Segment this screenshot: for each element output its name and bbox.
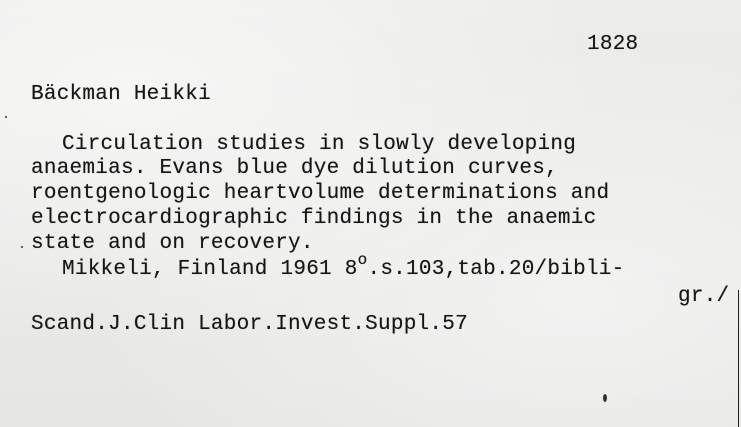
- title-line: electrocardiographic findings in the anaemic: [31, 207, 597, 230]
- author-name: Bäckman Heikki: [31, 83, 211, 106]
- imprint-suffix: .s.103,tab.20/bibli-: [367, 258, 625, 281]
- imprint-line: [62, 251, 625, 281]
- series-line: Scand.J.Clin Labor.Invest.Suppl.57: [31, 313, 468, 336]
- card-edge-line: [738, 290, 739, 427]
- title-line: state and on recovery.: [31, 232, 314, 255]
- ink-speck: [5, 116, 7, 118]
- imprint-continuation: gr./: [678, 285, 730, 308]
- format-superscript: o: [357, 251, 368, 269]
- card-number: 1828: [587, 33, 639, 56]
- title-line: roentgenologic heartvolume determinations and: [31, 182, 610, 205]
- title-line: anaemias. Evans blue dye dilution curves,: [31, 157, 558, 180]
- title-line: Circulation studies in slowly developing: [62, 133, 577, 156]
- ink-speck: [603, 394, 607, 402]
- imprint-prefix: Mikkeli, Finland 1961 8: [62, 258, 358, 281]
- ink-speck: [21, 246, 23, 248]
